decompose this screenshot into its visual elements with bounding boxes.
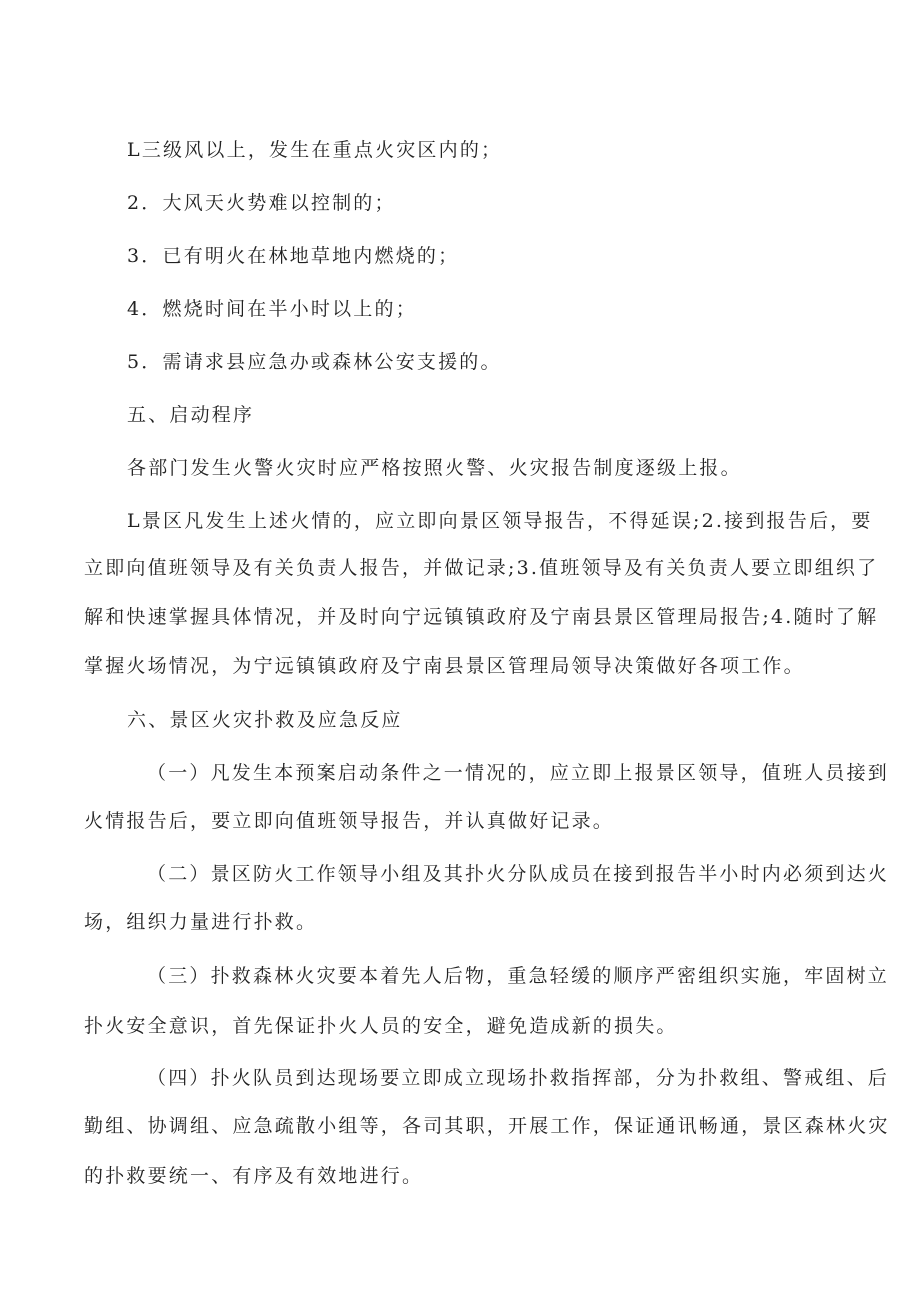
- list-item-2: 2．大风天火势难以控制的；: [127, 192, 396, 214]
- list-item-3: 3．已有明火在林地草地内燃烧的；: [127, 245, 460, 267]
- paragraph-item-1-line-2: 火情报告后，要立即向值班领导报告，并认真做好记录。: [84, 810, 615, 832]
- paragraph-item-3-line-1: （三）扑救森林火灾要本着先人后物，重急轻缓的顺序严密组织实施，牢固树立: [147, 965, 890, 987]
- list-item-4: 4．燃烧时间在半小时以上的；: [127, 298, 417, 320]
- paragraph-item-1-line-1: （一）凡发生本预案启动条件之一情况的，应立即上报景区领导，值班人员接到: [147, 762, 890, 784]
- paragraph-reporting: 各部门发生火警火灾时应严格按照火警、火灾报告制度逐级上报。: [127, 457, 742, 479]
- list-item-1: L三级风以上，发生在重点火灾区内的；: [127, 139, 503, 161]
- paragraph-item-2-line-1: （二）景区防火工作领导小组及其扑火分队成员在接到报告半小时内必须到达火: [147, 863, 890, 885]
- section-heading-5: 五、启动程序: [127, 404, 255, 426]
- paragraph-item-4-line-2: 勤组、协调组、应急疏散小组等，各司其职，开展工作，保证通讯畅通，景区森林火灾: [84, 1115, 890, 1137]
- paragraph-procedure-line-4: 掌握火场情况，为宁远镇镇政府及宁南县景区管理局领导决策做好各项工作。: [84, 655, 805, 677]
- paragraph-item-4-line-1: （四）扑火队员到达现场要立即成立现场扑救指挥部，分为扑救组、警戒组、后: [147, 1067, 890, 1089]
- list-item-5: 5．需请求县应急办或森林公安支援的。: [127, 351, 502, 373]
- paragraph-item-4-line-3: 的扑救要统一、有序及有效地进行。: [84, 1165, 424, 1187]
- section-heading-6: 六、景区火灾扑救及应急反应: [127, 709, 403, 731]
- paragraph-procedure-line-1: L景区凡发生上述火情的，应立即向景区领导报告，不得延误;2.接到报告后，要: [127, 510, 873, 532]
- paragraph-item-3-line-2: 扑火安全意识，首先保证扑火人员的安全，避免造成新的损失。: [84, 1015, 678, 1037]
- paragraph-procedure-line-3: 解和快速掌握具体情况，并及时向宁远镇镇政府及宁南县景区管理局报告;4.随时了解: [84, 606, 879, 628]
- paragraph-item-2-line-2: 场，组织力量进行扑救。: [84, 911, 318, 933]
- paragraph-procedure-line-2: 立即向值班领导及有关负责人报告，并做记录;3.值班领导及有关负责人要立即组织了: [84, 557, 879, 579]
